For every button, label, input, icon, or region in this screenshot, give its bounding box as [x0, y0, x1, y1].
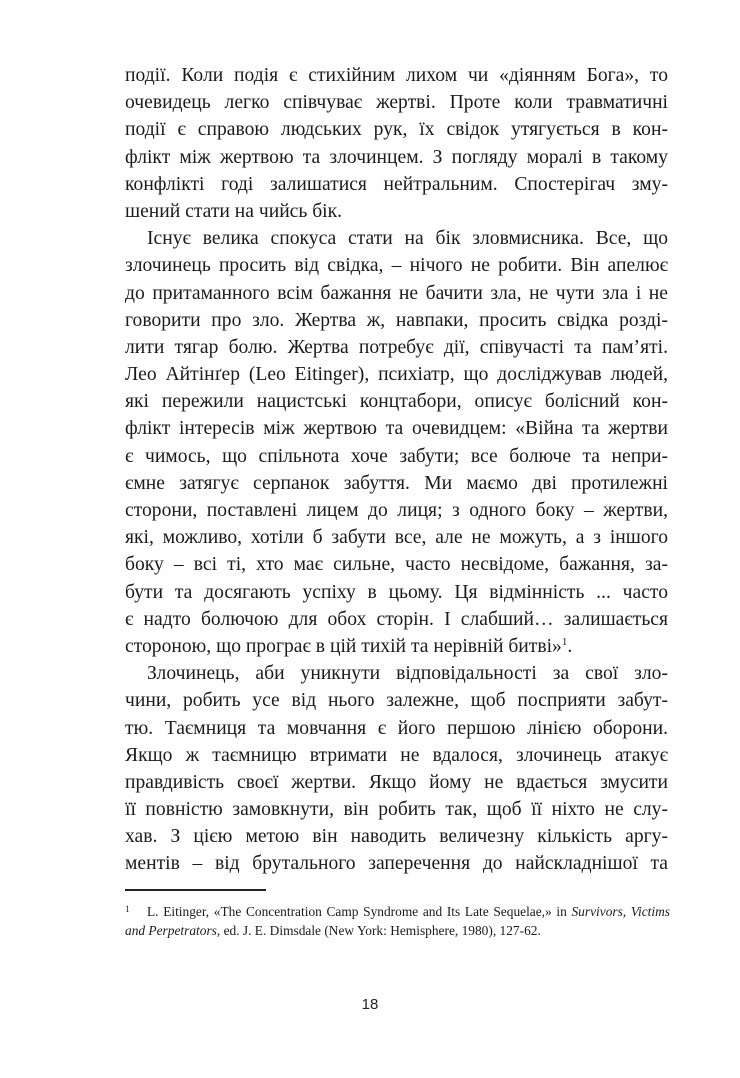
text-line: події є справою людських рук, їх свідок утягується в кон- — [125, 119, 668, 141]
text-line: є чимось, що спільнота хоче забути; все болюче та непри- — [125, 445, 668, 467]
paragraph-first-line: Існує велика спокуса стати на бік зловмисника. Все, що — [147, 228, 668, 250]
paragraph-first-line: Злочинець, аби уникнути відповідальності за свої зло- — [147, 663, 668, 685]
text-line: хав. З цією метою він наводить величезну кількість аргу- — [125, 826, 668, 848]
text-line: ємне затягує серпанок забуття. Ми маємо дві протилежні — [125, 472, 668, 494]
text-line: правдивість своєї жертви. Якщо йому не вдається змусити — [125, 771, 668, 793]
body-text — [125, 62, 668, 878]
text-line: конфлікті годі залишатися нейтральним. Спостерігач зму- — [125, 173, 668, 195]
text-line: чини, робить усе від нього залежне, щоб посприяти забут- — [125, 690, 668, 712]
text-line: Якщо ж таємницю втримати не вдалося, злочинець атакує — [125, 744, 668, 766]
text-line: шений стати на чийсь бік. — [125, 200, 343, 222]
footnote-italic-title: Survivors, Victims — [571, 904, 670, 919]
footnote-reference[interactable]: 1 — [561, 635, 568, 648]
footnote — [125, 900, 670, 940]
text-line: Лео Айтінґер (Leo Eitinger), психіатр, що досліджував людей, — [125, 364, 668, 386]
text-line: бути та досягають успіху в цьому. Ця відмінність ... часто — [125, 581, 668, 603]
page-number: 18 — [361, 996, 379, 1013]
text-line: флікт між жертвою та злочинцем. З погляду моралі в такому — [125, 146, 668, 168]
footnote-line — [125, 922, 670, 941]
footnote-italic-title: and Perpetrators, — [125, 922, 221, 938]
text-line: боку – всі ті, хто має сильне, часто несвідоме, бажання, за- — [125, 554, 668, 576]
text-line: її повністю замовкнути, він робить так, щоб її ніхто не слу- — [125, 799, 668, 821]
footnote-text: L. Eitinger, «The Concentration Camp Syndrome and Its Late Sequelae,» in — [147, 904, 572, 919]
footnote-divider — [125, 889, 266, 891]
text-line: тю. Таємниця та мовчання є його першою лінією оборони. — [125, 717, 668, 739]
text-line: які пережили нацистські концтабори, описує болісний кон- — [125, 391, 668, 413]
text-line: події. Коли подія є стихійним лихом чи «діянням Бога», то — [125, 65, 668, 86]
text-line: сторони, поставлені лицем до лиця; з одного боку – жертви, — [125, 500, 668, 521]
text-line: ментів – від брутального заперечення до найскладнішої та — [125, 853, 668, 875]
text-line: очевидець легко співчуває жертві. Проте коли травматичні — [125, 92, 668, 114]
footnote-text: ed. J. E. Dimsdale (New York: Hemisphere, 1980), 127-62. — [220, 922, 541, 938]
footnote-number: 1 — [125, 904, 130, 914]
text-line: є надто болючою для обох сторін. І слабший… залишається — [125, 608, 668, 630]
text-line-punctuation: . — [567, 635, 573, 657]
footnote-line — [125, 900, 670, 922]
text-line: злочинець просить від свідка, – нічого не робити. Він апелює — [125, 255, 668, 277]
text-line: лити тягар болю. Жертва потребує дії, співучасті та пам’яті. — [125, 336, 668, 358]
text-line: до притаманного всім бажання не бачити зла, не чути зла і не — [125, 282, 668, 304]
text-line: флікт інтересів між жертвою та очевидцем: «Війна та жертви — [125, 418, 668, 440]
text-line: говорити про зло. Жертва ж, навпаки, просить свідка розді- — [125, 309, 668, 331]
text-line-content: стороною, що програє в цій тихій та нерівній битві» — [125, 635, 562, 657]
text-line-with-footnote-ref — [125, 633, 668, 660]
text-line: які, можливо, хотіли б забути все, але не можуть, а з іншого — [125, 527, 668, 549]
